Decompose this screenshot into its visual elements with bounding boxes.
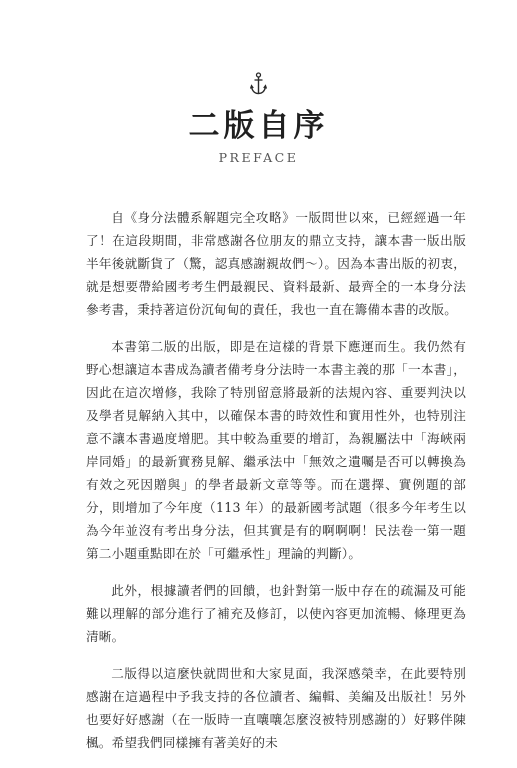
paragraph: 本書第二版的出版，即是在這樣的背景下應運而生。我仍然有野心想讓這本書成為讀者備考身分法時一本書主義的那「一本書」，因此在這次增修，我除了特別留意將最新的法規內容、重要判決以及學者見解納入其中，以確保本書的時效性和實用性外，也特別注意不讓本書過度增肥。其中較為重要的增訂，為親屬法中「海峽兩岸同婚」的最新實務見解、繼承法中「無效之遺囑是否可以轉換為有效之死因贈與」的學者最新文章等等。而在選擇、實例題的部分，則增加了今年度（113 年）的最新國考試題（很多今年考生以為今年並沒有考出身分法，但其實是有的啊啊啊！民法卷一第一題第二小題重點即在於「可繼承性」理論的判斷）。 — [86, 339, 466, 561]
anchor-icon — [250, 72, 267, 96]
paragraph: 自《身分法體系解題完全攻略》一版問世以來，已經經過一年了！在這段期間，非常感謝各位朋友的鼎立支持，讓本書一版出版半年後就斷貨了（驚，認真感謝親故們～）。因為本書出版的初衷，就是想要帶給國考考生們最親民、資料最新、最齊全的一本身分法參考書，秉持著這份沉甸甸的責任，我也一直在籌備本書的改版。 — [86, 210, 466, 317]
page-subtitle: PREFACE — [218, 150, 299, 165]
page-title: 二版自序 — [188, 108, 329, 144]
body-text — [86, 206, 466, 768]
paragraph: 二版得以這麼快就問世和大家見面，我深感榮幸，在此要特別感謝在這過程中予我支持的各位讀者、編輯、美編及出版社！另外也要好好感謝（在一版時一直嚷嚷怎麼沒被特別感謝的）好夥伴陳楓。希望我們同樣擁有著美好的未 — [86, 666, 466, 750]
paragraph: 此外，根據讀者們的回饋，也針對第一版中存在的疏漏及可能難以理解的部分進行了補充及修訂，以使內容更加流暢、條理更為清晰。 — [86, 583, 466, 644]
